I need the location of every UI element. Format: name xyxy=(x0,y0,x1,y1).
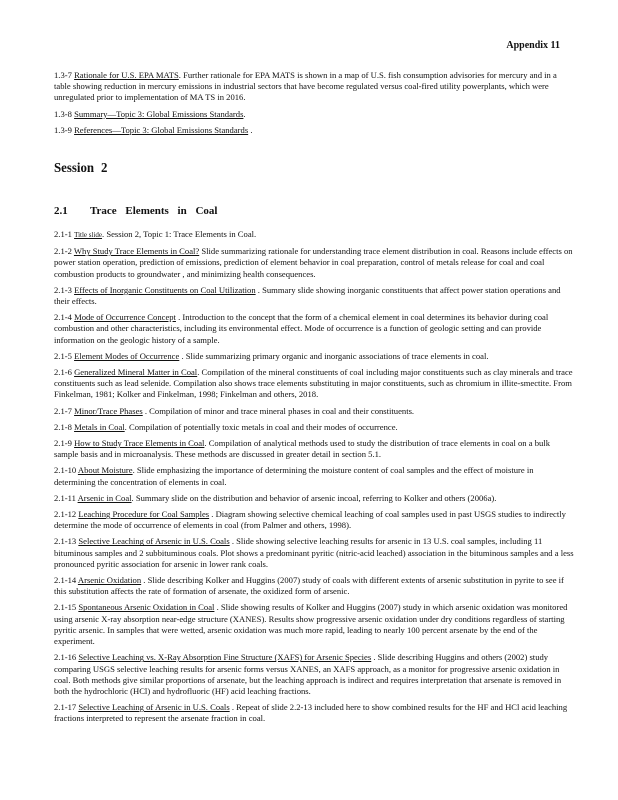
top-entries xyxy=(54,70,574,141)
entry-2-1-11: 2.1-11 Arsenic in Coal. Summary slide on the distribution and behavior of arsenic incoal, referring to Kolker and others (2006a). xyxy=(54,492,497,503)
entry-2-1-7: 2.1-7 Minor/Trace Phases . Compilation of minor and trace mineral phases in coal and their constituents. xyxy=(54,405,415,416)
session-heading: Session 2 xyxy=(54,161,108,176)
entries-list xyxy=(54,229,574,730)
entry-2-1-9: 2.1-9 How to Study Trace Elements in Coal. Compilation of analytical methods used to study the distribution of trace elements in coal on a bulk sample basis and in microanalysis. These methods are discussed in greater detail in section 5.1. xyxy=(54,438,550,460)
entry-2-1-14: 2.1-14 Arsenic Oxidation . Slide describing Kolker and Huggins (2007) study of coals with different extents of arsenic substitution in pyrite to see if this substitution affects the rate of formation of arsenate, the oxidized form of arsenic. xyxy=(54,575,564,597)
entry-2-1-12: 2.1-12 Leaching Procedure for Coal Samples . Diagram showing selective chemical leaching of coal samples used in past USGS studies to indirectly determine the mode of occurrence of elements in coal (from Palmer and others, 1998). xyxy=(54,509,566,531)
entry-1-3-8: 1.3-8 Summary—Topic 3: Global Emissions Standards. xyxy=(54,108,246,119)
entry-2-1-16: 2.1-16 Selective Leaching vs. X-Ray Absorption Fine Structure (XAFS) for Arsenic Species . Slide describing Huggins and others (2002) study comparing USGS selective leaching results for arsenic forms versus XANES, an XAFS approach, as a monitor for progressive arsenic oxidation in coal. Both methods give similar proportions of arsenate, but the leaching approach is indirect and requires interpretation that arsenate is removed in both the hydrochloric (HCl) and hydrofluoric (HF) acid leaching fractions. xyxy=(54,652,562,696)
entry-2-1-5: 2.1-5 Element Modes of Occurrence . Slide summarizing primary organic and inorganic associations of trace elements in coal. xyxy=(54,350,489,361)
entry-1-3-7: 1.3-7 Rationale for U.S. EPA MATS. Further rationale for EPA MATS is shown in a map of U.S. fish consumption advisories for mercury and in a table showing reduction in mercury emissions in industrial sectors that have become regulated versus coal-fired utility powerplants, which were unregulated prior to implementation of MA TS in 2016. xyxy=(54,70,557,103)
entry-2-1-2: 2.1-2 Why Study Trace Elements in Coal? Slide summarizing rationale for understanding trace element distribution in coal. Reasons include effects on power station operation, prediction of emissions, prediction of element behavior in coal preparation, control of metals release for coal and coal combustion products to groundwater , and minimizing health consequences. xyxy=(54,246,573,279)
entry-2-1-6: 2.1-6 Generalized Mineral Matter in Coal. Compilation of the mineral constituents of coal including major constituents such as clay minerals and trace constituents such as lead selenide. Compilation also shows trace elements substituting in major constituents, such as chromium in illite-smectite. From Finkelman, 1981; Kolker and Finkelman, 1998; Finkelman and others, 2018. xyxy=(54,367,573,400)
entry-2-1-8: 2.1-8 Metals in Coal. Compilation of potentially toxic metals in coal and their modes of occurrence. xyxy=(54,421,398,432)
entry-2-1-1: 2.1-1 Title slide. Session 2, Topic 1: Trace Elements in Coal. xyxy=(54,229,257,239)
entry-2-1-10: 2.1-10 About Moisture. Slide emphasizing the importance of determining the moisture content of coal samples and the effect of moisture in determining the concentration of elements in coal. xyxy=(54,465,534,487)
entry-2-1-13: 2.1-13 Selective Leaching of Arsenic in U.S. Coals . Slide showing selective leaching results for arsenic in 13 U.S. coal samples, including 11 bituminous samples and 2 subbituminous coals. Plot shows a predominant pyritic (nitric-acid leached) association in the bituminous samples and a less pronounced pyritic association for arsenic in lower rank coals. xyxy=(54,536,574,569)
entry-2-1-15: 2.1-15 Spontaneous Arsenic Oxidation in Coal . Slide showing results of Kolker and Huggins (2007) study in which arsenic oxidation was monitored using arsenic X-ray absorption near-edge structure (XANES). Results show progressive arsenic oxidation under dry conditions regardless of starting pyritic arsenic. In samples that were wetted, arsenic oxidation was much more rapid, leading to nearly 100 percent arsenate by the end of the experiment. xyxy=(54,602,568,647)
entry-2-1-4: 2.1-4 Mode of Occurrence Concept . Introduction to the concept that the form of a chemical element in coal determines its behavior during coal combustion and other characteristics, including its environmental effect. Mode of occurrence is a function of geologic setting and can provide information on the geologic history of a sample. xyxy=(54,312,549,345)
subsection-heading: 2.1 Trace Elements in Coal xyxy=(54,205,218,217)
entry-2-1-17: 2.1-17 Selective Leaching of Arsenic in U.S. Coals . Repeat of slide 2.2-13 included here to show combined results for the HF and HCl acid leaching fractions interpreted to represent the arsenate fraction in coal. xyxy=(54,702,568,724)
appendix-header: Appendix 11 xyxy=(506,40,560,51)
entry-1-3-9: 1.3-9 References—Topic 3: Global Emissions Standards . xyxy=(54,124,253,135)
entry-2-1-3: 2.1-3 Effects of Inorganic Constituents on Coal Utilization . Summary slide showing inorganic constituents that affect power station operations and their effects. xyxy=(54,284,561,307)
